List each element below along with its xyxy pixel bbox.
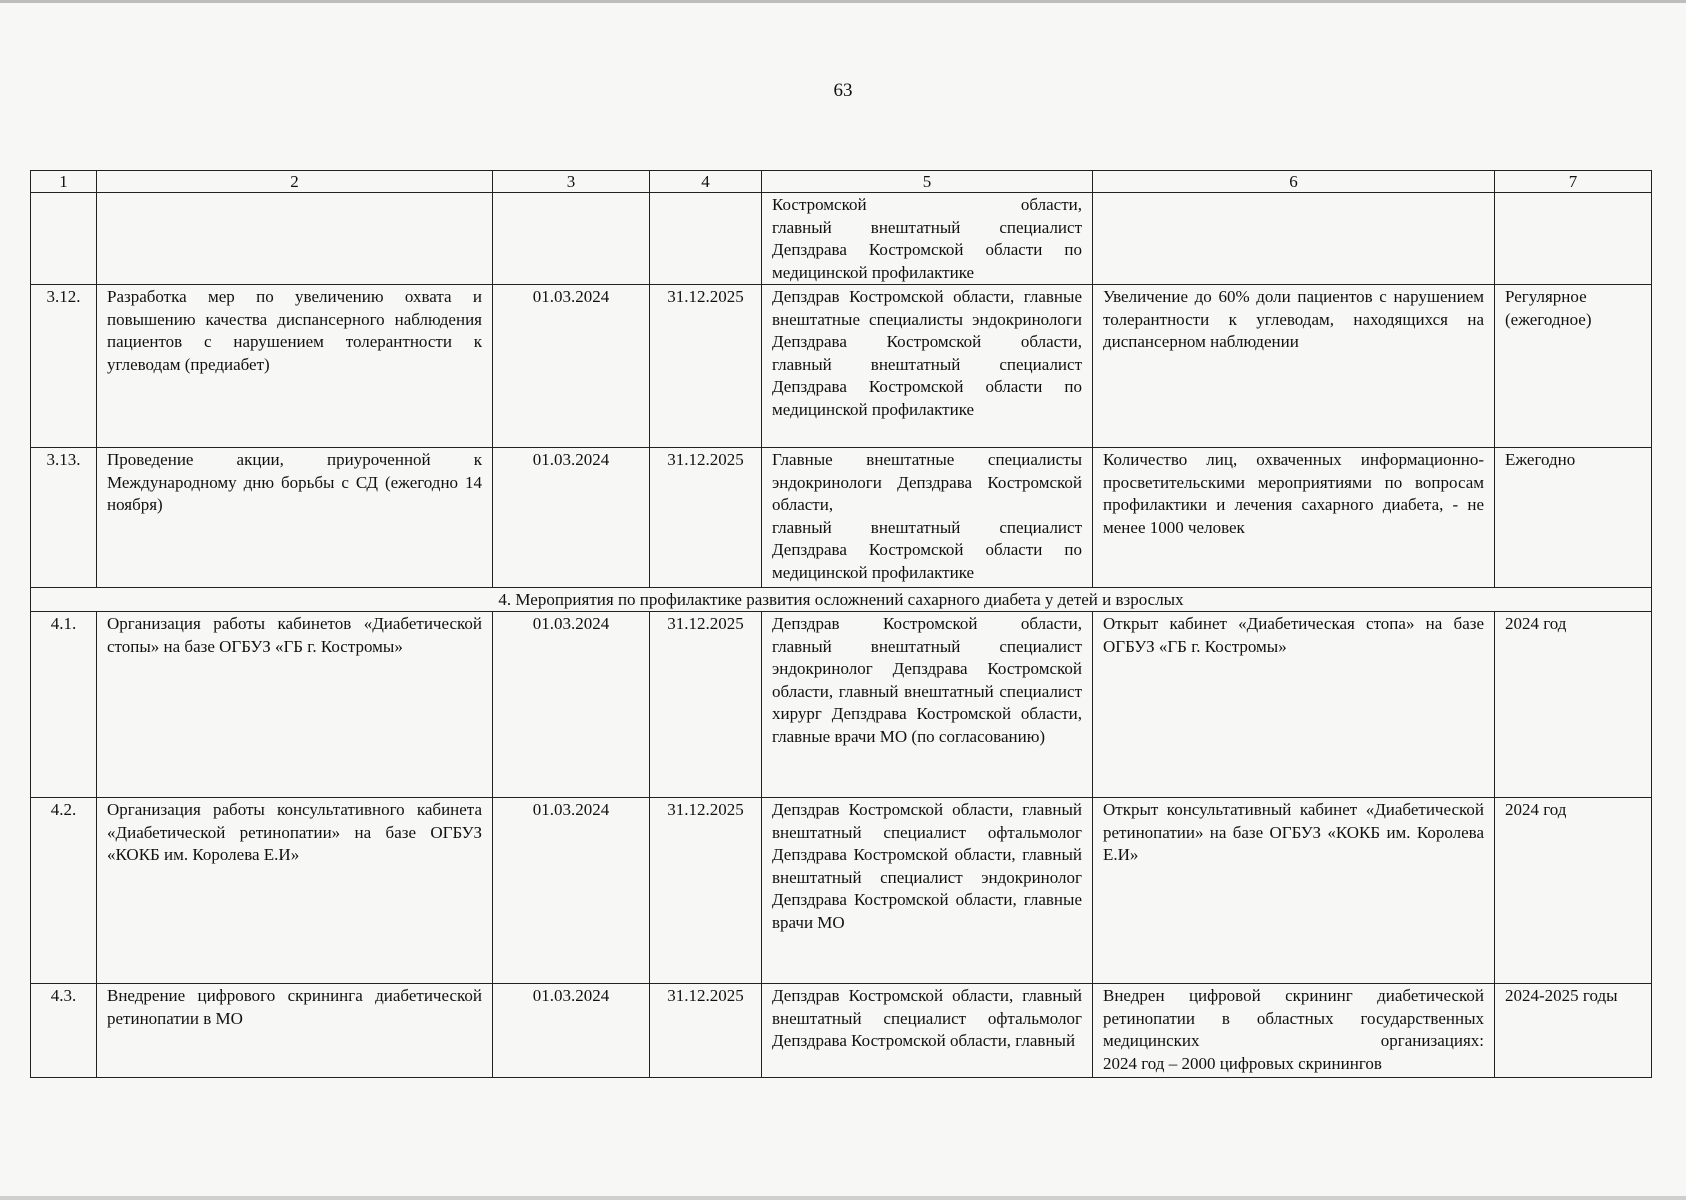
cell-activity bbox=[97, 193, 493, 285]
column-header-2: 2 bbox=[97, 171, 493, 193]
cell-result bbox=[1093, 984, 1495, 1078]
cell-result: Увеличение до 60% доли пациентов с нарушением толерантности к углеводам, находящихся на диспансерном наблюдении bbox=[1093, 285, 1495, 448]
cell-start-date: 01.03.2024 bbox=[493, 984, 650, 1078]
column-header-4: 4 bbox=[650, 171, 762, 193]
cell-text-line: Главные внештатные специалисты эндокринологи Депздрава Костромской области, bbox=[772, 450, 1082, 514]
cell-text-line: главный внештатный специалист Депздрава Костромской области по медицинской профилактике bbox=[772, 354, 1082, 419]
cell-executor: Депздрав Костромской области, главный внештатный специалист офтальмолог Депздрава Костромской области, главный bbox=[762, 984, 1093, 1078]
cell-term bbox=[1495, 193, 1652, 285]
cell-text-line: главный внештатный специалист Депздрава Костромской области по медицинской профилактике bbox=[772, 517, 1082, 582]
section-4-title: 4. Мероприятия по профилактике развития осложнений сахарного диабета у детей и взрослых bbox=[31, 588, 1652, 612]
cell-term: 2024-2025 годы bbox=[1495, 984, 1652, 1078]
cell-text-line: Депздрав Костромской области, главные внештатные специалисты эндокринологи Депздрава Костромской области, bbox=[772, 287, 1082, 351]
cell-text-line: Костромской области, bbox=[772, 195, 1082, 214]
cell-executor bbox=[762, 612, 1093, 798]
cell-start-date: 01.03.2024 bbox=[493, 285, 650, 448]
cell-text-line: главный внештатный специалист Депздрава Костромской области по медицинской профилактике bbox=[772, 217, 1082, 282]
column-header-row bbox=[31, 171, 1652, 193]
scan-bottom-edge bbox=[0, 1196, 1686, 1200]
cell-activity: Организация работы кабинетов «Диабетической стопы» на базе ОГБУЗ «ГБ г. Костромы» bbox=[97, 612, 493, 798]
column-header-5: 5 bbox=[762, 171, 1093, 193]
cell-executor bbox=[762, 193, 1093, 285]
cell-start-date: 01.03.2024 bbox=[493, 612, 650, 798]
cell-end-date: 31.12.2025 bbox=[650, 285, 762, 448]
cell-text-line: Внедрен цифровой скрининг диабетической ретинопатии в областных государственных медицинских организациях: bbox=[1103, 986, 1484, 1050]
cell-result bbox=[1093, 193, 1495, 285]
table-row bbox=[31, 448, 1652, 588]
cell-end-date: 31.12.2025 bbox=[650, 448, 762, 588]
cell-activity: Проведение акции, приуроченной к Международному дню борьбы с СД (ежегодно 14 ноября) bbox=[97, 448, 493, 588]
cell-end bbox=[650, 193, 762, 285]
page-number: 63 bbox=[833, 80, 853, 101]
cell-result: Открыт консультативный кабинет «Диабетической ретинопатии» на базе ОГБУЗ «КОКБ им. Королева Е.И» bbox=[1093, 798, 1495, 984]
table-row bbox=[31, 984, 1652, 1078]
column-header-7: 7 bbox=[1495, 171, 1652, 193]
cell-text-line: 2024 год – 2000 цифровых скринингов bbox=[1103, 1053, 1382, 1073]
cell-executor bbox=[762, 285, 1093, 448]
cell-text-line: главный внештатный специалист эндокринолог Депздрава Костромской области, главный внештатный специалист хирург Депздрава Костромской области, главные врачи МО (по согласованию) bbox=[772, 636, 1082, 746]
cell-term: 2024 год bbox=[1495, 798, 1652, 984]
cell-start-date: 01.03.2024 bbox=[493, 448, 650, 588]
cell-start-date: 01.03.2024 bbox=[493, 798, 650, 984]
activities-table bbox=[30, 170, 1652, 1078]
cell-result: Открыт кабинет «Диабетическая стопа» на базе ОГБУЗ «ГБ г. Костромы» bbox=[1093, 612, 1495, 798]
cell-start bbox=[493, 193, 650, 285]
cell-result: Количество лиц, охваченных информационно-просветительскими мероприятиями по вопросам профилактики и лечения сахарного диабета, - не менее 1000 человек bbox=[1093, 448, 1495, 588]
cell-text-line: Депздрав Костромской области, bbox=[772, 614, 1082, 633]
cell-activity: Организация работы консультативного кабинета «Диабетической ретинопатии» на базе ОГБУЗ «КОКБ им. Королева Е.И» bbox=[97, 798, 493, 984]
cell-end-date: 31.12.2025 bbox=[650, 612, 762, 798]
cell-num: 3.12. bbox=[31, 285, 97, 448]
table-row bbox=[31, 612, 1652, 798]
cell-term: 2024 год bbox=[1495, 612, 1652, 798]
cell-executor: Депздрав Костромской области, главный внештатный специалист офтальмолог Депздрава Костромской области, главный внештатный специалист эндокринолог Депздрава Костромской области, главные врачи МО bbox=[762, 798, 1093, 984]
section-heading-row bbox=[31, 588, 1652, 612]
cell-activity: Разработка мер по увеличению охвата и повышению качества диспансерного наблюдения пациентов с нарушением толерантности к углеводам (предиабет) bbox=[97, 285, 493, 448]
cell-end-date: 31.12.2025 bbox=[650, 984, 762, 1078]
cell-activity: Внедрение цифрового скрининга диабетической ретинопатии в МО bbox=[97, 984, 493, 1078]
cell-num bbox=[31, 193, 97, 285]
cell-num: 3.13. bbox=[31, 448, 97, 588]
cell-num: 4.3. bbox=[31, 984, 97, 1078]
cell-term: Ежегодно bbox=[1495, 448, 1652, 588]
table-row bbox=[31, 285, 1652, 448]
cell-end-date: 31.12.2025 bbox=[650, 798, 762, 984]
cell-num: 4.1. bbox=[31, 612, 97, 798]
column-header-3: 3 bbox=[493, 171, 650, 193]
table-row-continuation bbox=[31, 193, 1652, 285]
cell-term: Регулярное (ежегодное) bbox=[1495, 285, 1652, 448]
cell-executor bbox=[762, 448, 1093, 588]
table-row bbox=[31, 798, 1652, 984]
cell-num: 4.2. bbox=[31, 798, 97, 984]
column-header-1: 1 bbox=[31, 171, 97, 193]
column-header-6: 6 bbox=[1093, 171, 1495, 193]
scan-top-edge bbox=[0, 0, 1686, 3]
